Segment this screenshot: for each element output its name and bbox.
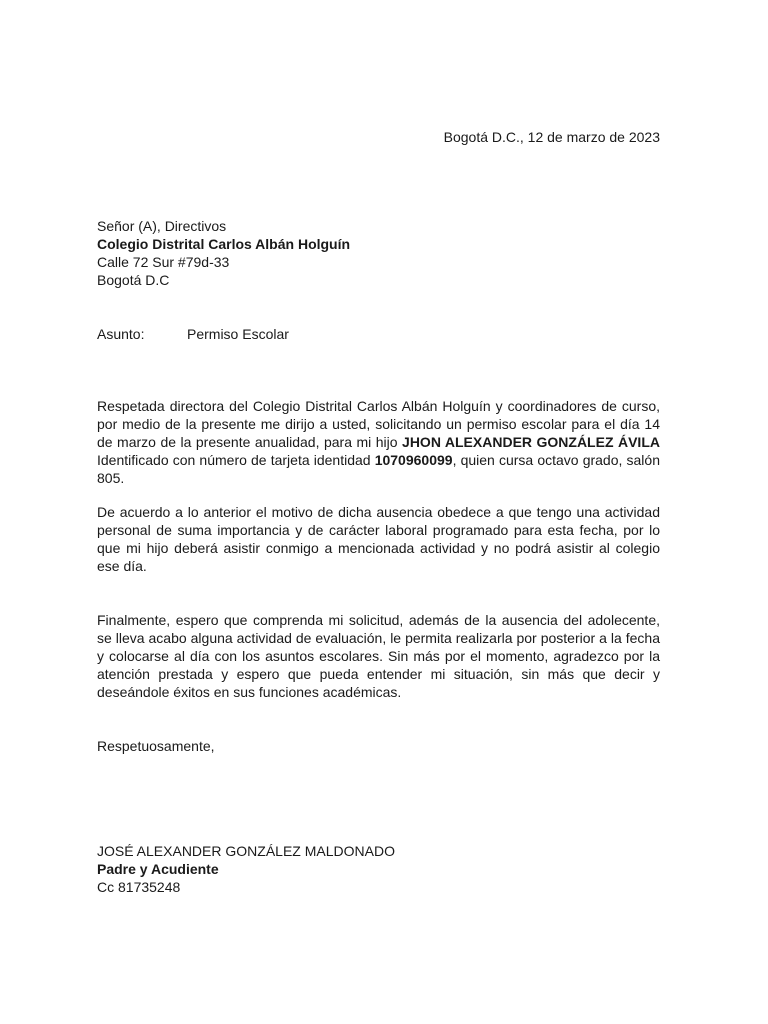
signer-name: JOSÉ ALEXANDER GONZÁLEZ MALDONADO bbox=[97, 843, 395, 859]
subject-line bbox=[97, 325, 660, 343]
paragraph-1-text-c: , quien cursa octavo grado, salón 805. bbox=[97, 452, 660, 486]
signer-id: Cc 81735248 bbox=[97, 879, 181, 895]
body-paragraph-2: De acuerdo a lo anterior el motivo de dicha ausencia obedece a que tengo una actividad personal de suma importancia y de carácter laboral programado para esta fecha, por lo que mi hijo deberá asistir conmigo a mencionada actividad y no podrá asistir al colegio ese día. bbox=[97, 504, 660, 574]
subject-label: Asunto: bbox=[97, 326, 145, 342]
letter-date: Bogotá D.C., 12 de marzo de 2023 bbox=[443, 129, 660, 145]
student-id-number: 1070960099 bbox=[374, 452, 453, 468]
signature-block bbox=[97, 842, 660, 896]
recipient-school: Colegio Distrital Carlos Albán Holguín bbox=[97, 236, 351, 252]
recipient-block bbox=[97, 217, 660, 289]
closing-salutation: Respetuosamente, bbox=[97, 738, 215, 754]
recipient-city: Bogotá D.C bbox=[97, 272, 170, 288]
signer-role: Padre y Acudiente bbox=[97, 861, 219, 877]
subject-value: Permiso Escolar bbox=[187, 326, 289, 342]
student-name: JHON ALEXANDER GONZÁLEZ ÁVILA bbox=[402, 434, 660, 450]
body-paragraph-1 bbox=[97, 397, 660, 487]
recipient-address: Calle 72 Sur #79d-33 bbox=[97, 254, 230, 270]
recipient-line: Señor (A), Directivos bbox=[97, 218, 227, 234]
paragraph-1-text-b: Identificado con número de tarjeta identidad bbox=[97, 452, 375, 468]
paragraph-1-text-a: Respetada directora del Colegio Distrital Carlos Albán Holguín y coordinadores de curso, por medio de la presente me dirijo a usted, solicitando un permiso escolar para el día 14 de marzo de la presente anualidad, para mi hijo bbox=[97, 398, 660, 450]
body-paragraph-3: Finalmente, espero que comprenda mi solicitud, además de la ausencia del adolecente, se lleva acabo alguna actividad de evaluación, le permita realizarla por posterior a la fecha y colocarse al día con los asuntos escolares. Sin más por el momento, agradezco por la atención prestada y espero que pueda entender mi situación, sin más que decir y deseándole éxitos en sus funciones académicas. bbox=[97, 612, 660, 700]
